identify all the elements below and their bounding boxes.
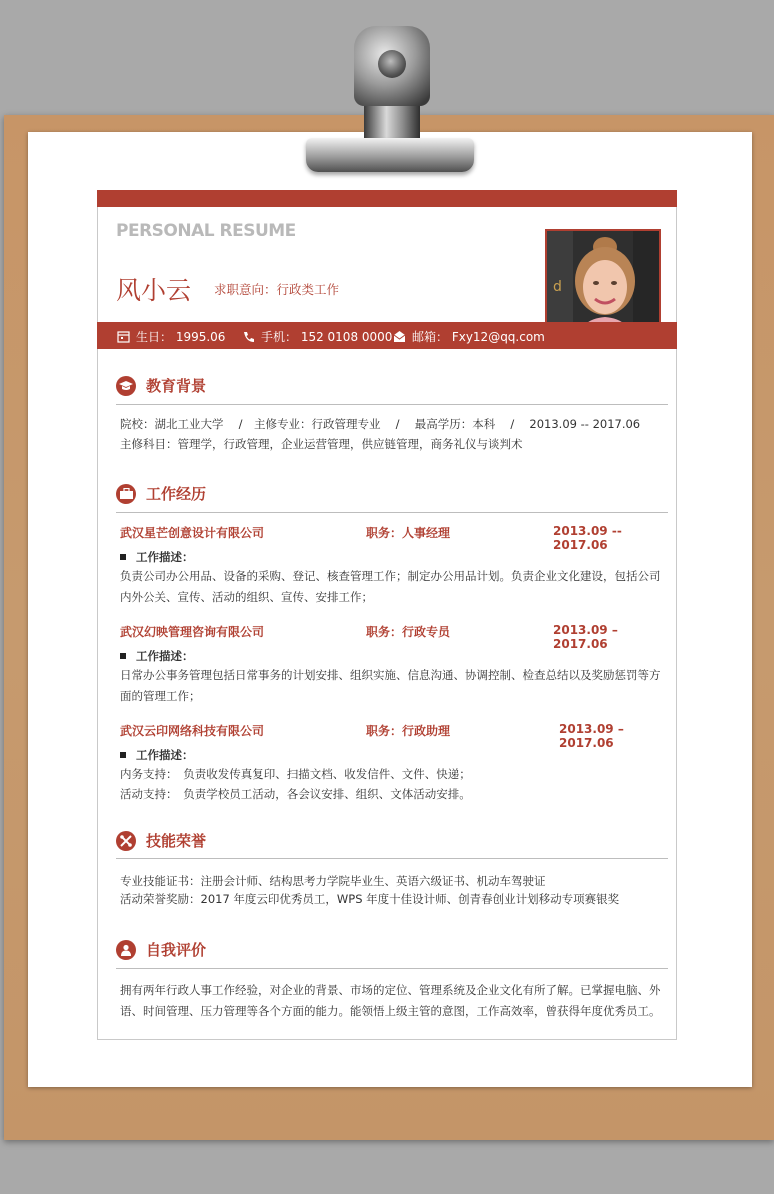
job-2-description: 日常办公事务管理包括日常事务的计划安排、组织实施、信息沟通、协调控制、检查总结以及奖励惩罚等方面的管理工作； bbox=[120, 668, 661, 703]
job-1-description: 负责公司办公用品、设备的采购、登记、核查管理工作；制定办公用品计划。负责企业文化建设，包括公司内外公关、宣传、活动的组织、宣传、安排工作； bbox=[120, 569, 661, 604]
job-3-period: 2013.09 – 2017.06 bbox=[559, 722, 624, 750]
candidate-name: 风小云 bbox=[116, 276, 192, 305]
email-text: 邮箱： Fxy12@qq.com bbox=[412, 330, 545, 344]
work-divider bbox=[116, 512, 668, 513]
birthday-text: 生日： 1995.06 bbox=[136, 330, 226, 344]
phone-item bbox=[242, 328, 392, 345]
briefcase-icon bbox=[116, 484, 136, 504]
job-3-desc-label: 工作描述： bbox=[136, 748, 194, 762]
svg-text:d: d bbox=[553, 279, 562, 295]
phone-text: 手机： 152 0108 0000 bbox=[261, 330, 393, 344]
job-intent: 求职意向：行政类工作 bbox=[214, 282, 340, 297]
job-3-description-line-1: 内务支持： 负责收发传真复印、扫描文档、收发信件、文件、快递； bbox=[120, 767, 471, 781]
job-1-desc-title bbox=[120, 549, 194, 565]
resume bbox=[97, 190, 677, 1040]
education-line-1: 院校：湖北工业大学 / 主修专业：行政管理专业 / 最高学历：本科 / 2013.09 -- 2017.06 bbox=[120, 417, 641, 431]
skills-line-2: 活动荣誉奖励：2017 年度云印优秀员工，WPS 年度十佳设计师、创青春创业计划移动专项赛银奖 bbox=[120, 892, 620, 906]
job-1-role: 职务：人事经理 bbox=[366, 526, 451, 540]
phone-icon bbox=[242, 330, 255, 343]
job-2-company: 武汉幻映管理咨询有限公司 bbox=[120, 625, 265, 639]
education-heading bbox=[116, 375, 206, 396]
tools-icon bbox=[116, 831, 136, 851]
job-2-desc-label: 工作描述： bbox=[136, 649, 194, 663]
work-heading bbox=[116, 483, 206, 504]
bullet-square-icon bbox=[120, 554, 126, 560]
email-icon bbox=[393, 330, 406, 343]
job-3-company: 武汉云印网络科技有限公司 bbox=[120, 724, 265, 738]
bullet-square-icon bbox=[120, 752, 126, 758]
email-item bbox=[393, 328, 545, 345]
work-title: 工作经历 bbox=[146, 485, 207, 503]
education-title: 教育背景 bbox=[146, 377, 207, 395]
skills-heading bbox=[116, 830, 206, 851]
birthday-item bbox=[117, 328, 225, 345]
job-1-company: 武汉星芒创意设计有限公司 bbox=[120, 526, 265, 540]
job-1-desc-label: 工作描述： bbox=[136, 550, 194, 564]
person-icon bbox=[116, 940, 136, 960]
self-eval-heading bbox=[116, 939, 206, 960]
contact-bar bbox=[97, 322, 677, 349]
job-1-period: 2013.09 -- 2017.06 bbox=[553, 524, 622, 552]
clip-hole bbox=[378, 50, 406, 78]
self-eval-title: 自我评价 bbox=[146, 941, 207, 959]
self-eval-divider bbox=[116, 968, 668, 969]
job-3-description-line-2: 活动支持： 负责学校员工活动，各会议安排、组织、文体活动安排。 bbox=[120, 787, 471, 801]
self-eval-text: 拥有两年行政人事工作经验，对企业的背景、市场的定位、管理系统及企业文化有所了解。已掌握电脑、外语、时间管理、压力管理等各个方面的能力。能领悟上级主管的意图，工作高效率，曾获得年度优秀员工。 bbox=[120, 983, 661, 1018]
skills-divider bbox=[116, 858, 668, 859]
education-line-2: 主修科目：管理学，行政管理，企业运营管理，供应链管理，商务礼仪与谈判术 bbox=[120, 437, 523, 451]
resume-heading: PERSONAL RESUME bbox=[116, 221, 296, 241]
skills-line-1: 专业技能证书：注册会计师、结构思考力学院毕业生、英语六级证书、机动车驾驶证 bbox=[120, 874, 546, 888]
job-2-role: 职务：行政专员 bbox=[366, 625, 451, 639]
top-accent-bar bbox=[97, 190, 677, 207]
job-3-desc-title bbox=[120, 747, 194, 763]
job-2-desc-title bbox=[120, 648, 194, 664]
bullet-square-icon bbox=[120, 653, 126, 659]
skills-title: 技能荣誉 bbox=[146, 832, 207, 850]
education-divider bbox=[116, 404, 668, 405]
graduation-cap-icon bbox=[116, 376, 136, 396]
job-3-role: 职务：行政助理 bbox=[366, 724, 451, 738]
job-2-period: 2013.09 – 2017.06 bbox=[553, 623, 618, 651]
calendar-icon bbox=[117, 330, 130, 343]
clip-bar bbox=[306, 138, 474, 172]
